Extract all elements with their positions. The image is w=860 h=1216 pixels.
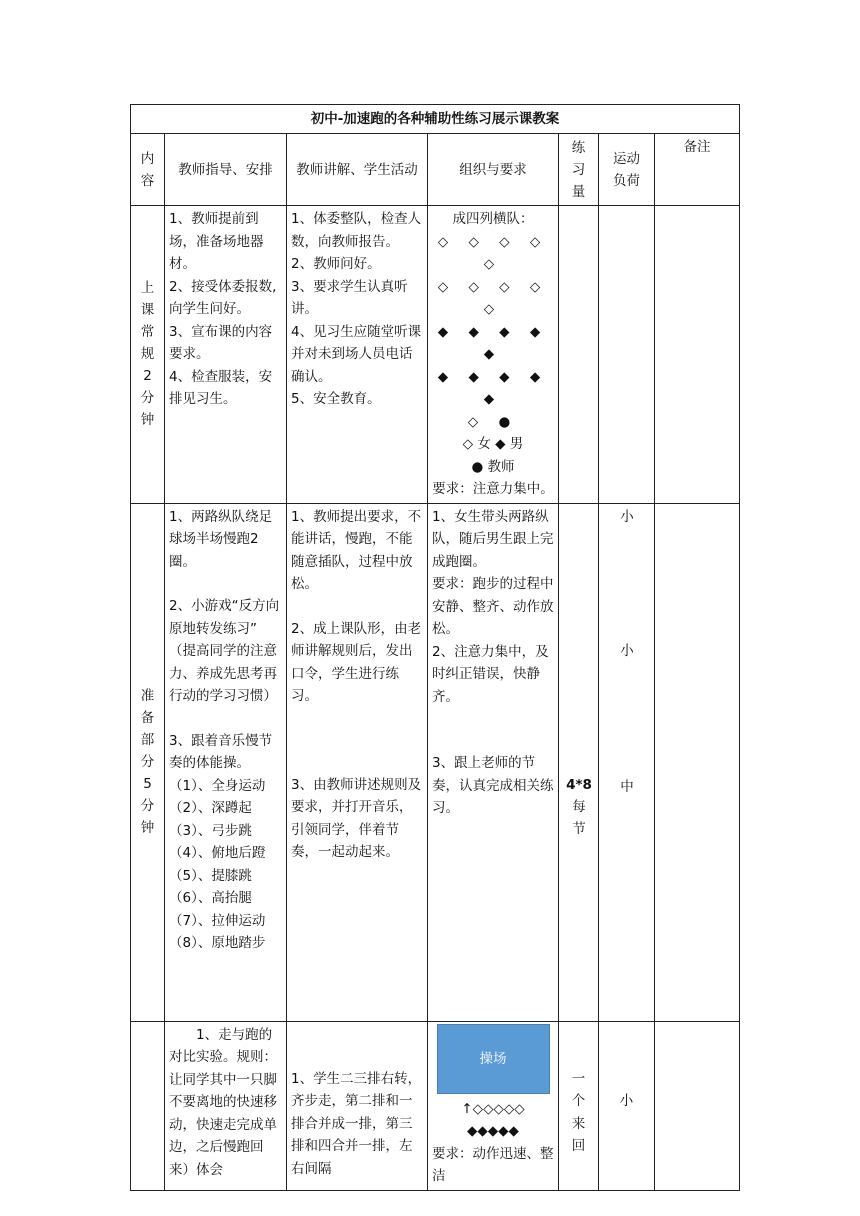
main-requirement: 要求：动作迅速、整洁 [432,1145,554,1184]
header-org: 组织与要求 [428,134,559,206]
exercise-item: （3）、弓步跳 [169,822,252,839]
routine-practice-cell [559,206,599,504]
section-label-warmup: 准 备 部 分 5 分 钟 [131,503,165,1021]
routine-note-cell [655,206,740,504]
practice-amount: 4*8 [566,776,592,793]
warmup-explain-jog: 1、教师提出要求，不能讲话，慢跑，不能随意插队，过程中放松。 [291,508,422,592]
main-explain-cell [287,1021,428,1190]
routine-teacher-item: 4、检查服装，安排见习生。 [169,368,273,407]
warmup-note-cell [655,503,740,1021]
formation-heading: 成四列横队： [452,211,534,227]
routine-explain-item: 2、教师问好。 [291,256,381,272]
warmup-teacher-game: 2、小游戏“反方向原地转发练习” [169,598,280,637]
routine-teacher-item: 3、宣布课的内容要求。 [169,323,273,362]
formation-row: ◆ ◆ ◆ ◆ ◆ [437,323,561,362]
warmup-org-game: 2、注意力集中，及时纠正错误，快静齐。 [432,643,549,705]
formation-row: ◆ ◆ ◆ ◆ ◆ [437,368,561,407]
routine-explain-item: 5、安全教育。 [291,391,381,407]
warmup-explain-cell [287,503,428,1021]
practice-unit: 节 [572,820,586,837]
header-teacher: 教师指导、安排 [165,134,287,206]
practice-unit: 每 [572,798,586,815]
exercise-item: （8）、原地踏步 [169,935,266,951]
warmup-explain-exercise: 3、由教师讲述规则及要求，并打开音乐，引领同学，伴着节奏，一起动起来。 [291,776,422,860]
routine-teacher-item: 1、教师提前到场，准备场地器材。 [169,211,264,272]
routine-teacher-cell [165,206,287,504]
lesson-plan-sheet [130,104,739,1191]
exercise-item: （5）、提膝跳 [169,867,252,884]
legend-gender: ◇ 女 ◆ 男 [462,436,524,452]
warmup-load-cell [599,503,655,1021]
exercise-item: （6）、高抬腿 [169,890,252,906]
header-content: 内容 [131,134,165,206]
routine-explain-item: 4、见习生应随堂听课并对未到场人员电话确认。 [291,323,422,385]
legend-teacher: ● 教师 [471,458,515,475]
main-formation-row: ↑◇◇◇◇◇ [461,1100,525,1117]
warmup-org-jog-req: 要求：跑步的过程中安静、整齐、动作放松。 [432,576,554,637]
main-teacher-cell [165,1021,287,1190]
routine-load-cell [599,206,655,504]
warmup-teacher-cell [165,503,287,1021]
warmup-teacher-jog: 1、两路纵队绕足球场半场慢跑2圈。 [169,508,273,570]
main-practice-char: 回 [571,1138,586,1154]
routine-requirement: 要求：注意力集中。 [432,481,554,497]
main-practice-cell [559,1021,599,1190]
header-note: 备注 [655,134,740,206]
formation-row: ◇ ● [467,413,519,430]
main-explain-text: 1、学生二三排右转，齐步走，第二排和一排合并成一排，第三排和四合并一排，左右间隔 [291,1070,422,1177]
formation-row: ◇ ◇ ◇ ◇ ◇ [437,233,561,272]
warmup-teacher-exercise: 3、跟着音乐慢节奏的体能操。 [169,732,273,771]
main-practice-char: 一 [571,1070,586,1087]
exercise-item: （2）、深蹲起 [169,800,252,816]
header-load: 运动负荷 [599,134,655,206]
routine-explain-cell [287,206,428,504]
header-explain: 教师讲解、学生活动 [287,134,428,206]
table-title: 初中-加速跑的各种辅助性练习展示课教案 [131,105,740,134]
load-level: 小 [620,642,634,659]
main-load-level: 小 [619,1092,634,1109]
warmup-teacher-game-note: （提高同学的注意力、养成先思考再行动的学习习惯） [169,643,277,704]
lesson-plan-table [130,104,740,1191]
routine-explain-item: 1、体委整队，检查人数，向教师报告。 [291,211,422,250]
routine-org-cell [428,206,559,504]
section-label-main [131,1021,165,1190]
exercise-item: （4）、俯地后蹬 [169,845,266,861]
main-teacher-text: 1、走与跑的对比实验。规则：让同学其中一只脚不要离地的快速移动，快速走完成单边，之后慢跑回来）体会 [169,1026,277,1178]
main-org-cell [428,1021,559,1190]
main-practice-char: 个 [571,1093,586,1109]
main-practice-char: 来 [571,1115,586,1132]
playground-box: 操场 [437,1024,550,1094]
warmup-org-jog: 1、女生带头两路纵队，随后男生跟上完成跑圈。 [432,508,554,570]
exercise-item: （7）、拉伸运动 [169,912,266,929]
main-note-cell [655,1021,740,1190]
routine-explain-item: 3、要求学生认真听讲。 [291,278,408,317]
main-load-cell [599,1021,655,1190]
header-practice: 练习量 [559,134,599,206]
warmup-explain-game: 2、成上课队形，由老师讲解规则后，发出口令，学生进行练习。 [291,620,422,704]
load-level: 小 [620,508,634,525]
load-level: 中 [620,778,634,795]
routine-teacher-item: 2、接受体委报数,向学生问好。 [169,278,277,317]
section-label-routine: 上 课 常 规 2 分 钟 [131,206,165,504]
warmup-org-cell [428,503,559,1021]
exercise-item: （1）、全身运动 [169,777,266,794]
warmup-practice-cell [559,503,599,1021]
formation-row: ◇ ◇ ◇ ◇ ◇ [437,278,561,317]
main-formation-row: ◆◆◆◆◆ [467,1123,519,1139]
warmup-org-exercise: 3、跟上老师的节奏，认真完成相关练习。 [432,755,554,816]
